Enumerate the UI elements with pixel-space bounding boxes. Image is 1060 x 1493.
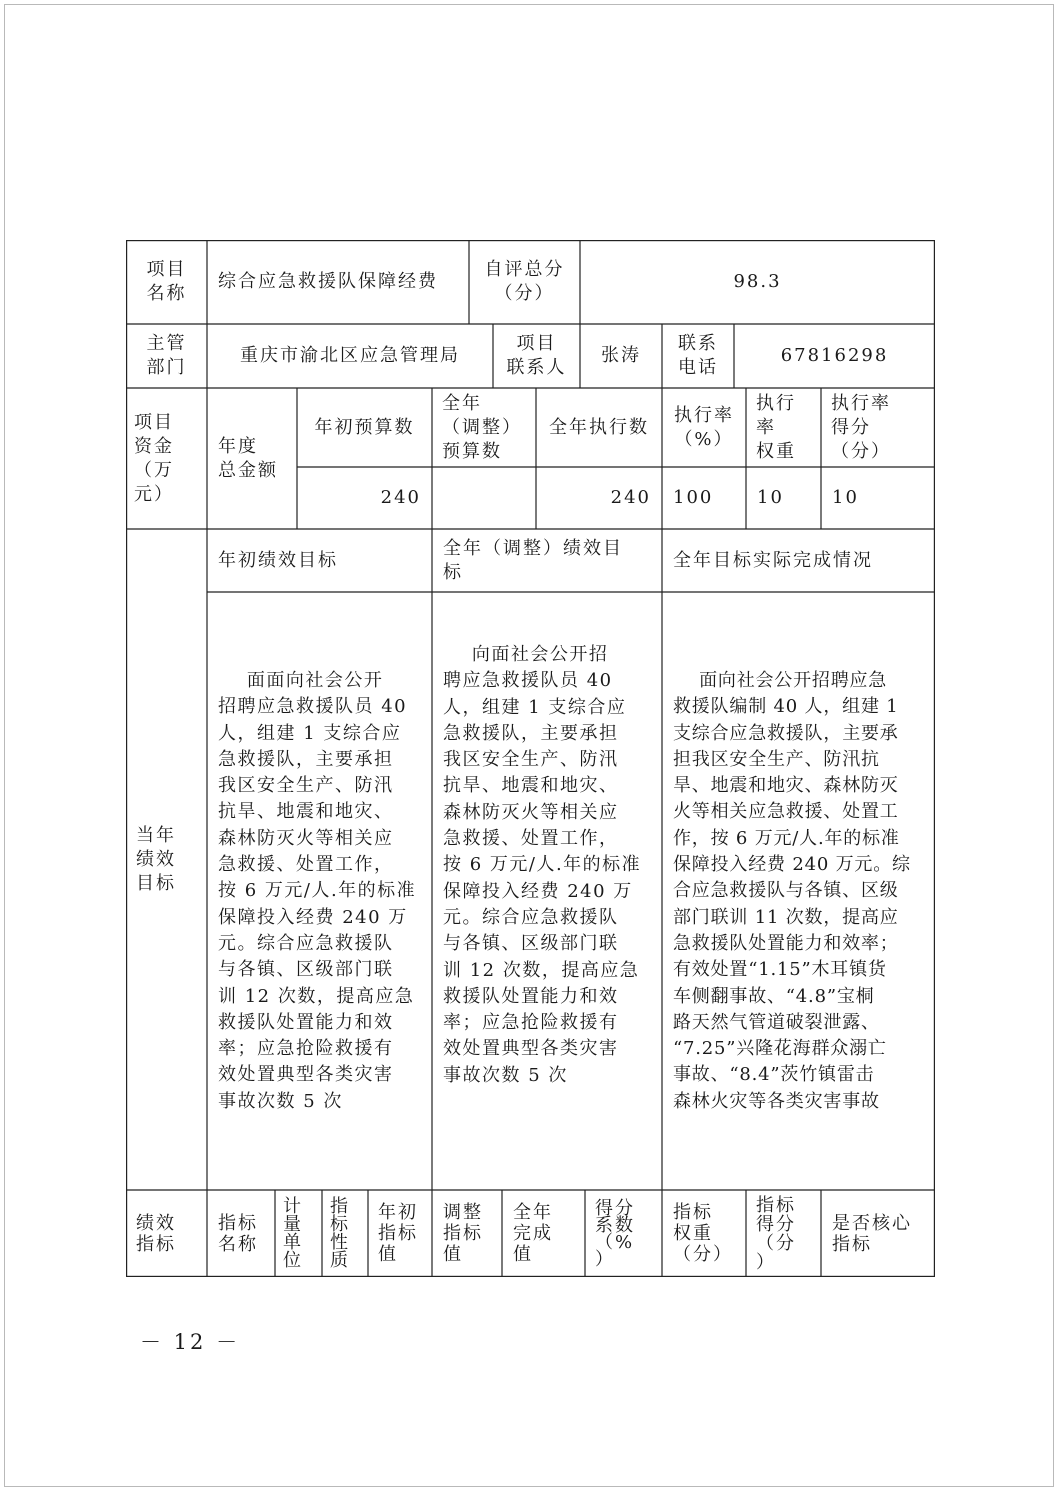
header-annual-execution: 全年执行数 [549,416,649,438]
execution-score-value: 10 [832,487,859,508]
performance-table [126,240,935,1277]
header-indicator-nature: 指 标 性 质 [330,1195,350,1271]
header-execution-weight: 执行 率 权重 [756,392,796,462]
annual-execution-value: 240 [610,487,651,508]
phone-label: 联系 电话 [678,333,718,378]
annual-goals-label: 当年 绩效 目标 [136,824,176,894]
self-score-label: 自评总分 （分） [484,259,565,304]
contact-value: 张涛 [601,345,641,366]
header-indicator-weight: 指标 权重 （分） [673,1202,733,1265]
header-initial-budget: 年初预算数 [314,416,415,438]
execution-rate-value: 100 [673,487,714,508]
department-value: 重庆市渝北区应急管理局 [240,345,460,366]
header-adjusted-budget: 全年 （调整） 预算数 [442,392,522,462]
adjusted-budget-value [432,467,536,529]
header-core-indicator: 是否核心 指标 [832,1212,912,1255]
project-name-value: 综合应急救援队保障经费 [218,271,438,292]
header-execution-rate: 执行率 （%） [674,404,734,450]
header-indicator-name: 指标 名称 [218,1212,258,1255]
header-execution-score: 执行率 得分 （分） [831,392,891,462]
header-initial-value: 年初 指标 值 [378,1202,418,1265]
header-score-coefficient: 得分 系数 （% ） [595,1197,635,1270]
header-indicator-score: 指标 得分 （分 ） [756,1194,796,1273]
department-label: 主管 部门 [146,333,187,378]
header-initial-goals: 年初绩效目标 [218,549,338,571]
self-score-value: 98.3 [733,271,782,292]
execution-weight-value: 10 [757,487,784,508]
actual-completion-text: 面向社会公开招聘应急 救援队编制 40 人，组建 1 支综合应急救援队，主要承 担我区安全生产、防汛抗 旱、地震和地灾、森林防灭 火等相关应急救援、处置工 作，按 6 万元/人.年的标准 保障投入经费 240 万元。综 合应急救援队与各镇、区级 部门联训 11 次数，提高应 急救援队处置能力和效率； 有效处置“1.15”木耳镇货 车侧翻事故、“4.8”宝桐 路天然气管道破裂泄露、 “7.25”兴隆花海群众溺亡 事故、“8.4”茨竹镇雷击 森林火灾等各类灾害事故 [673,670,911,1112]
contact-label: 项目 联系人 [506,333,567,378]
header-unit: 计 量 单 位 [283,1195,303,1271]
header-adjusted-value: 调整 指标 值 [443,1202,483,1265]
header-adjusted-goals: 全年（调整）绩效目 标 [443,537,623,583]
indicators-label: 绩效 指标 [136,1212,176,1255]
project-name-label: 项目 名称 [146,259,187,304]
initial-budget-value: 240 [380,487,421,508]
annual-total-label: 年度 总金额 [218,435,278,481]
header-actual-completion: 全年目标实际完成情况 [673,549,873,571]
page-number: － 12 － [140,1330,241,1354]
header-annual-completion: 全年 完成 值 [513,1202,553,1265]
initial-goals-text: 面面向社会公开 招聘应急救援队员 40 人，组建 1 支综合应 急救援队，主要承担 我区安全生产、防汛 抗旱、地震和地灾、 森林防灭火等相关应 急救援、处置工作， 按 6 万元/人.年的标准 保障投入经费 240 万 元。综合应急救援队 与各镇、区级部门联 训 12 次数，提高应急 救援队处置能力和效 率；应急抢险救援有 效处置典型各类灾害 事故次数 5 次 [218,670,417,1112]
adjusted-goals-text: 向面社会公开招 聘应急救援队员 40 人，组建 1 支综合应 急救援队，主要承担 我区安全生产、防汛 抗旱、地震和地灾、 森林防灭火等相关应 急救援、处置工作， 按 6 万元/人.年的标准 保障投入经费 240 万 元。综合应急救援队 与各镇、区级部门联 训 12 次数，提高应急 救援队处置能力和效 率；应急抢险救援有 效处置典型各类灾害 事故次数 5 次 [443,644,642,1086]
funds-label: 项目 资金 （万 元） [134,411,174,505]
phone-value: 67816298 [780,345,889,366]
